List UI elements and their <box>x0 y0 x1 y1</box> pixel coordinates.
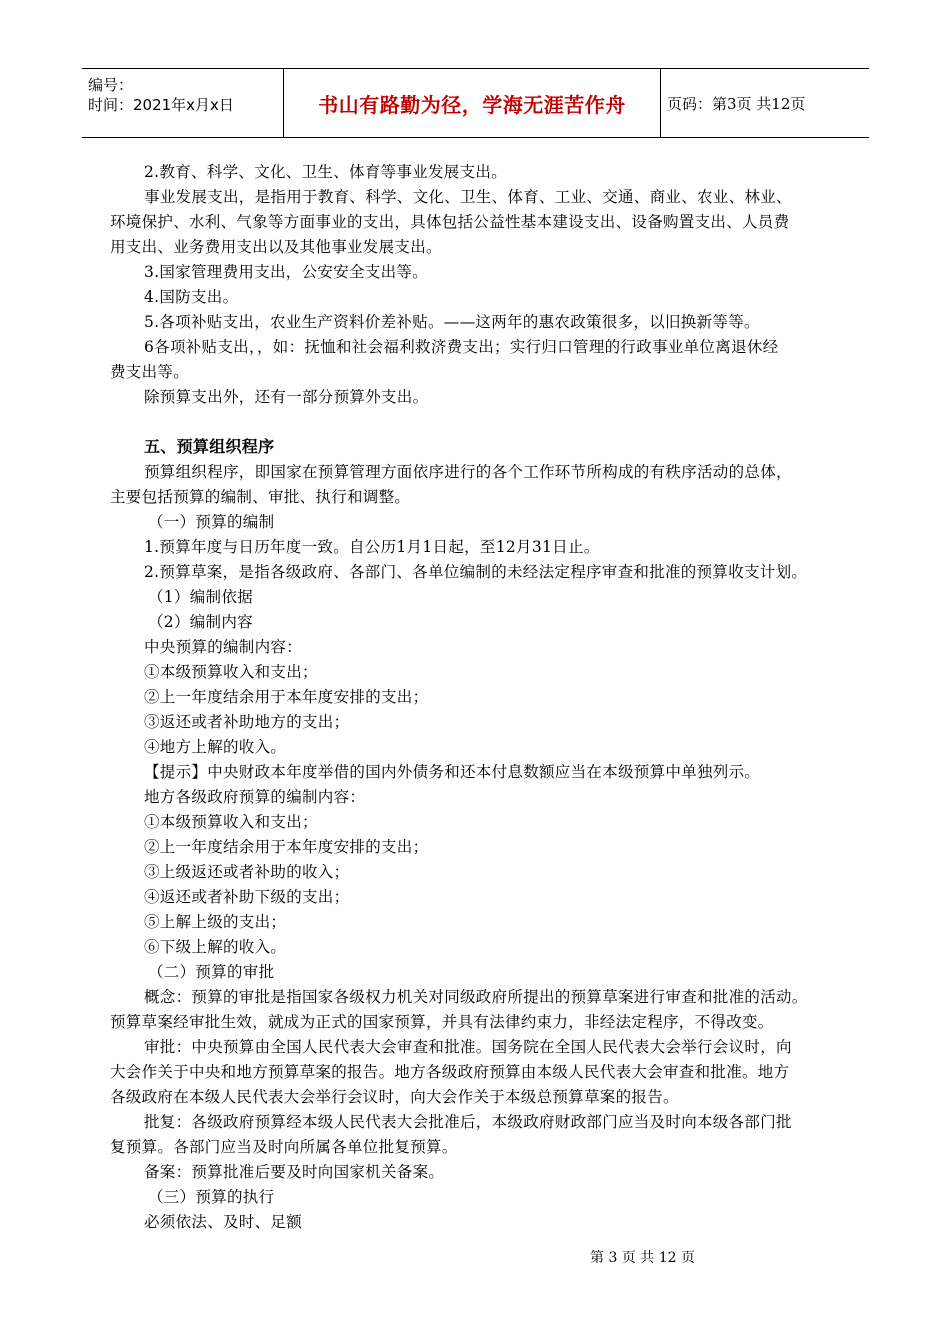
paragraph-line: 1.预算年度与日历年度一致。自公历1月1日起，至12月31日止。 <box>144 538 600 556</box>
subsection-heading: （一）预算的编制 <box>148 513 275 531</box>
list-item: ①本级预算收入和支出； <box>144 813 318 831</box>
paragraph-line: 4.国防支出。 <box>144 288 239 306</box>
paragraph-line: 审批：中央预算由全国人民代表大会审查和批准。国务院在全国人民代表大会举行会议时，向 <box>144 1038 792 1056</box>
header-motto: 书山有路勤为径，学海无涯苦作舟 <box>318 92 626 117</box>
paragraph-line: 用支出、业务费用支出以及其他事业发展支出。 <box>110 238 442 256</box>
paragraph-line: 中央预算的编制内容： <box>144 638 303 656</box>
list-item: ③上级返还或者补助的收入； <box>144 863 350 881</box>
paragraph-line: 概念：预算的审批是指国家各级权力机关对同级政府所提出的预算草案进行审查和批准的活动。 <box>144 988 808 1006</box>
paragraph-line: 除预算支出外，还有一部分预算外支出。 <box>144 388 429 406</box>
list-item: ⑥下级上解的收入。 <box>144 938 287 956</box>
list-item: ②上一年度结余用于本年度安排的支出； <box>144 688 429 706</box>
list-heading: （1）编制依据 <box>148 588 253 606</box>
paragraph-line: 备案：预算批准后要及时向国家机关备案。 <box>144 1163 445 1181</box>
paragraph-line: 批复：各级政府预算经本级人民代表大会批准后，本级政府财政部门应当及时向本级各部门批 <box>144 1113 792 1131</box>
header-right-cell <box>667 69 867 137</box>
paragraph-line: 必须依法、及时、足额 <box>144 1213 303 1231</box>
header-left-cell <box>82 69 282 137</box>
list-item: ④地方上解的收入。 <box>144 738 287 756</box>
document-date-label: 时间：2021年x月x日 <box>88 96 234 114</box>
paragraph-line: 费支出等。 <box>110 363 190 381</box>
paragraph-line: 地方各级政府预算的编制内容： <box>144 788 366 806</box>
page-footer: 第 3 页 共 12 页 <box>590 1250 695 1266</box>
list-item: ①本级预算收入和支出； <box>144 663 318 681</box>
list-item: ②上一年度结余用于本年度安排的支出； <box>144 838 429 856</box>
document-number-label: 编号： <box>88 76 134 94</box>
subsection-heading: （三）预算的执行 <box>148 1188 275 1206</box>
paragraph-line: 复预算。各部门应当及时向所属各单位批复预算。 <box>110 1138 458 1156</box>
paragraph-line: 2.预算草案，是指各级政府、各部门、各单位编制的未经法定程序审查和批准的预算收支计划。 <box>144 563 808 581</box>
list-item: ⑤上解上级的支出； <box>144 913 287 931</box>
list-item: ③返还或者补助地方的支出； <box>144 713 350 731</box>
paragraph-line: 3.国家管理费用支出，公安安全支出等。 <box>144 263 428 281</box>
paragraph-line: 大会作关于中央和地方预算草案的报告。地方各级政府预算由本级人民代表大会审查和批准。地方 <box>110 1063 790 1081</box>
paragraph-line: 各级政府在本级人民代表大会举行会议时，向大会作关于本级总预算草案的报告。 <box>110 1088 679 1106</box>
header-motto-cell <box>283 69 661 137</box>
tip-line: 【提示】中央财政本年度举借的国内外债务和还本付息数额应当在本级预算中单独列示。 <box>144 763 761 781</box>
paragraph-line: 主要包括预算的编制、审批、执行和调整。 <box>110 488 411 506</box>
paragraph-line: 预算草案经审批生效，就成为正式的国家预算，并具有法律约束力，非经法定程序，不得改变。 <box>110 1013 774 1031</box>
subsection-heading: （二）预算的审批 <box>148 963 275 981</box>
paragraph-line: 事业发展支出，是指用于教育、科学、文化、卫生、体育、工业、交通、商业、农业、林业、 <box>144 188 792 206</box>
list-item: ④返还或者补助下级的支出； <box>144 888 350 906</box>
paragraph-line: 6各项补贴支出，，如：抚恤和社会福利救济费支出；实行归口管理的行政事业单位离退休经 <box>144 338 779 356</box>
paragraph-line: 2.教育、科学、文化、卫生、体育等事业发展支出。 <box>144 163 507 181</box>
paragraph-line: 环境保护、水利、气象等方面事业的支出，具体包括公益性基本建设支出、设备购置支出、人员费 <box>110 213 790 231</box>
header-page-info: 页码：第3页 共12页 <box>667 94 806 113</box>
paragraph-line: 预算组织程序，即国家在预算管理方面依序进行的各个工作环节所构成的有秩序活动的总体， <box>144 463 792 481</box>
page-header <box>82 68 869 138</box>
paragraph-line: 5.各项补贴支出，农业生产资料价差补贴。——这两年的惠农政策很多，以旧换新等等。 <box>144 313 760 331</box>
list-heading: （2）编制内容 <box>148 613 253 631</box>
section-heading: 五、预算组织程序 <box>144 437 275 456</box>
